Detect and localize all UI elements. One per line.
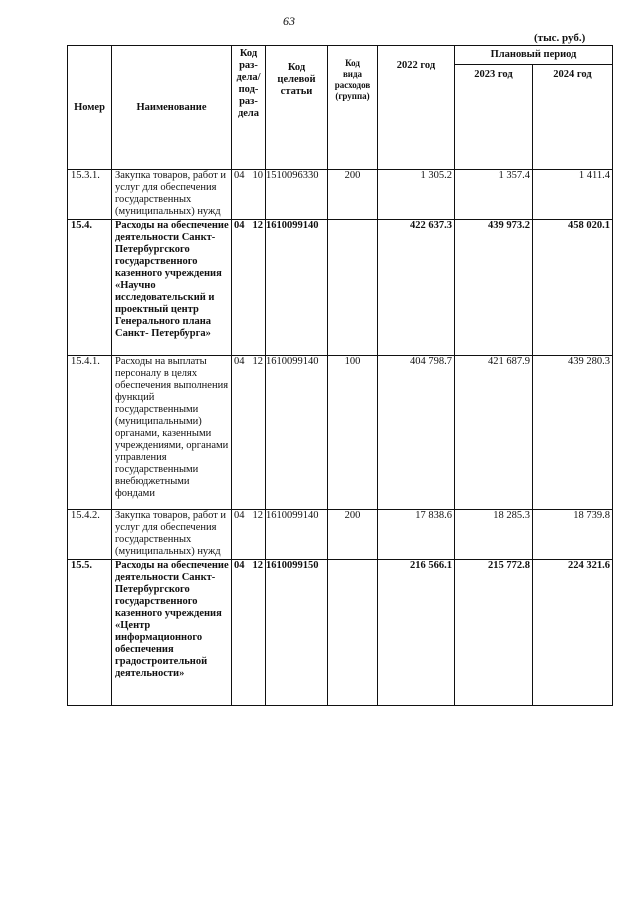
header-year-2024: 2024 год <box>533 65 613 170</box>
row-target-code: 1610099140 <box>266 220 328 356</box>
row-value-2024: 224 321.6 <box>533 560 613 706</box>
row-value-2023: 215 772.8 <box>455 560 533 706</box>
row-value-2022: 17 838.6 <box>378 510 455 560</box>
row-number: 15.4.1. <box>68 356 112 510</box>
row-target-code: 1610099140 <box>266 356 328 510</box>
row-number: 15.3.1. <box>68 170 112 220</box>
budget-table <box>67 45 613 706</box>
row-name: Расходы на обеспечение деятельности Санкт-Петербургского государственного казенного учреждения «Научно исследовательский и проектный центр Генерального плана Санкт- Петербурга» <box>112 220 232 356</box>
header-year-2022: 2022 год <box>378 46 455 170</box>
row-number: 15.5. <box>68 560 112 706</box>
row-value-2024: 458 020.1 <box>533 220 613 356</box>
row-value-2023: 439 973.2 <box>455 220 533 356</box>
row-target-code: 1510096330 <box>266 170 328 220</box>
row-value-2024: 1 411.4 <box>533 170 613 220</box>
header-plan: Плановый период <box>455 46 613 65</box>
row-value-2023: 18 285.3 <box>455 510 533 560</box>
row-expense-type: 100 <box>328 356 378 510</box>
row-expense-type: 200 <box>328 510 378 560</box>
header-number: Номер <box>68 46 112 170</box>
row-name: Закупка товаров, работ и услуг для обеспечения государственных (муниципальных) нужд <box>112 510 232 560</box>
row-value-2023: 421 687.9 <box>455 356 533 510</box>
table-row <box>68 220 613 356</box>
header-name: Наименование <box>112 46 232 170</box>
row-value-2022: 404 798.7 <box>378 356 455 510</box>
table-row <box>68 356 613 510</box>
row-value-2023: 1 357.4 <box>455 170 533 220</box>
row-number: 15.4. <box>68 220 112 356</box>
row-target-code: 1610099140 <box>266 510 328 560</box>
row-expense-type <box>328 220 378 356</box>
row-section-code: 04 12 <box>232 356 266 510</box>
row-section-code: 04 12 <box>232 220 266 356</box>
header-target: Код целевой статьи <box>266 46 328 170</box>
table-row <box>68 510 613 560</box>
row-section-code: 04 10 <box>232 170 266 220</box>
header-section: Код раз- дела/ под- раз- дела <box>232 46 266 170</box>
row-value-2024: 439 280.3 <box>533 356 613 510</box>
row-expense-type <box>328 560 378 706</box>
row-section-code: 04 12 <box>232 560 266 706</box>
header-expense-type: Код вида расходов (группа) <box>328 46 378 170</box>
units-label: (тыс. руб.) <box>534 32 586 44</box>
row-name: Расходы на обеспечение деятельности Санкт-Петербургского государственного казенного учреждения «Центр информационного обеспечения градостроительной деятельности» <box>112 560 232 706</box>
row-expense-type: 200 <box>328 170 378 220</box>
row-name: Расходы на выплаты персоналу в целях обеспечения выполнения функций государственными (муниципальными) органами, казенными учреждениями, органами управления государственными внебюджетными фондами <box>112 356 232 510</box>
row-value-2022: 1 305.2 <box>378 170 455 220</box>
table-row <box>68 170 613 220</box>
header-year-2023: 2023 год <box>455 65 533 170</box>
row-section-code: 04 12 <box>232 510 266 560</box>
row-target-code: 1610099150 <box>266 560 328 706</box>
page-number: 63 <box>283 14 295 28</box>
table-row <box>68 560 613 706</box>
row-value-2024: 18 739.8 <box>533 510 613 560</box>
header-row-1 <box>68 46 613 65</box>
row-name: Закупка товаров, работ и услуг для обеспечения государственных (муниципальных) нужд <box>112 170 232 220</box>
row-value-2022: 422 637.3 <box>378 220 455 356</box>
row-value-2022: 216 566.1 <box>378 560 455 706</box>
row-number: 15.4.2. <box>68 510 112 560</box>
